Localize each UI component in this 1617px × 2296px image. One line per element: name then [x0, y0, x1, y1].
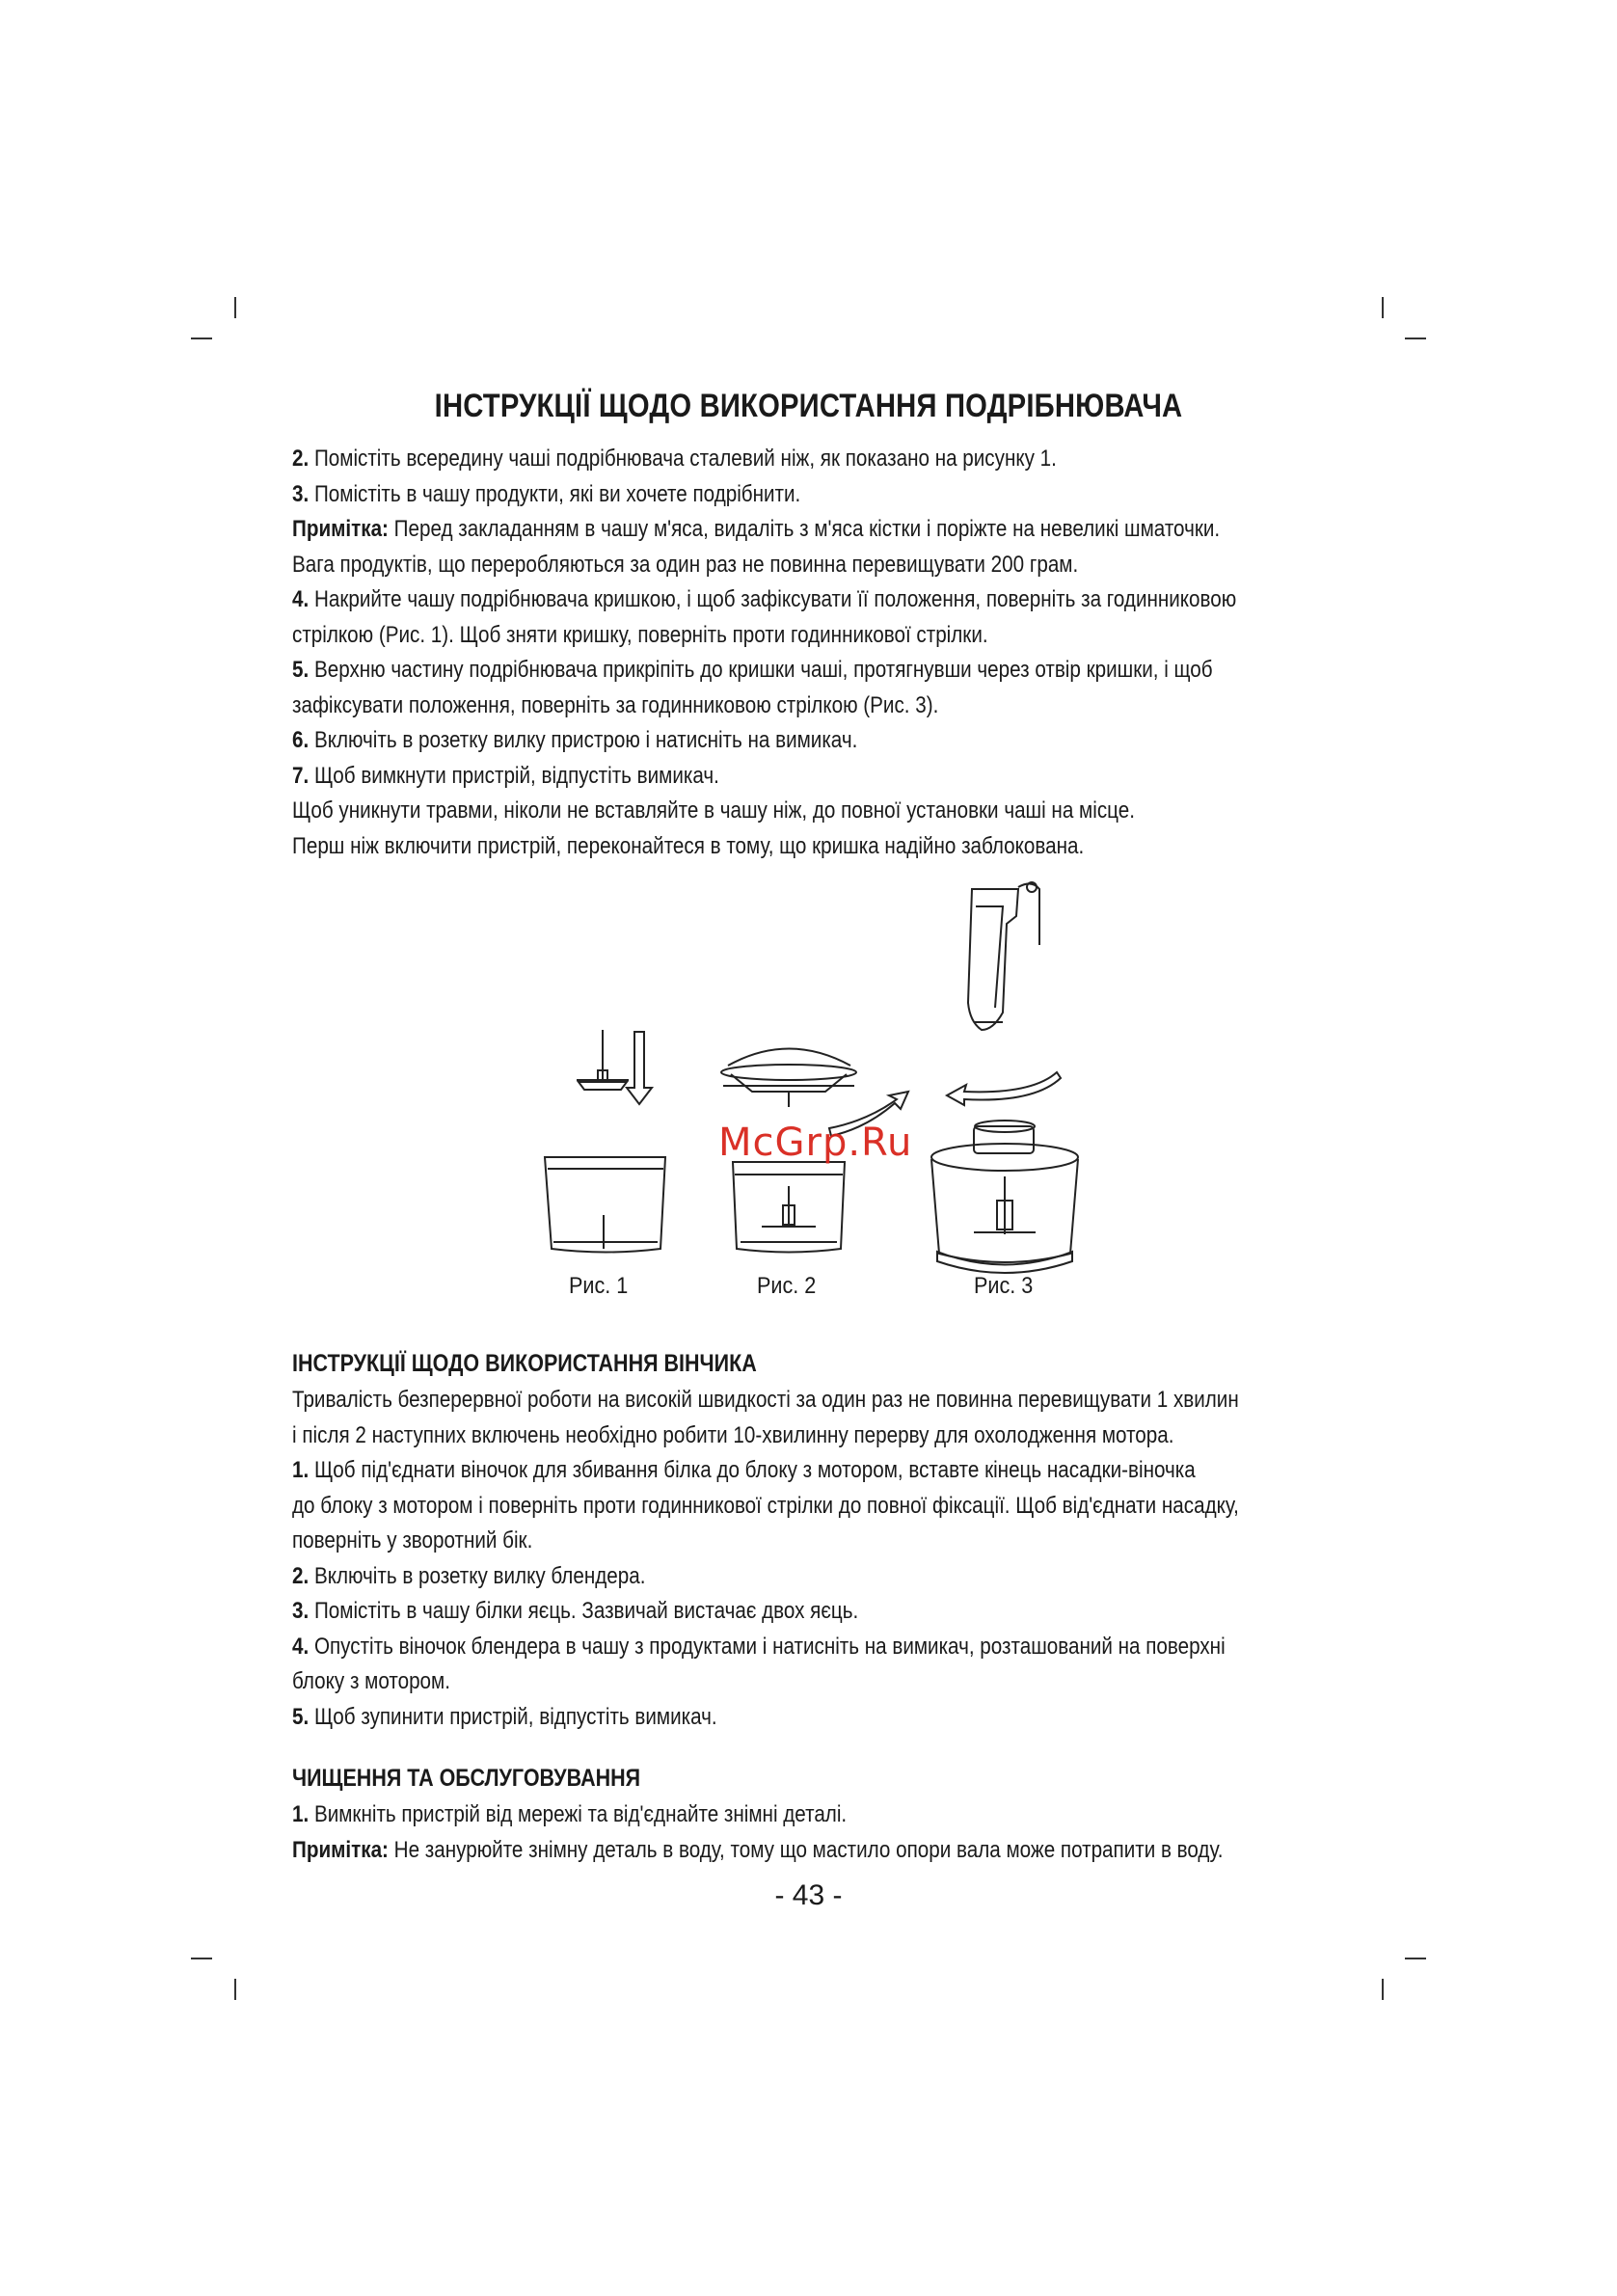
- cleaning-instructions: [292, 1797, 1334, 1868]
- crop-mark: [1405, 338, 1426, 339]
- line-label: 3.: [292, 480, 310, 507]
- instruction-line: [292, 794, 1333, 829]
- instruction-line: [292, 1559, 1333, 1595]
- line-text: Вага продуктів, що переробляються за один раз не повинна перевищувати 200 грам.: [292, 551, 1079, 578]
- line-text: Накрийте чашу подрібнювача кришкою, і щоб зафіксувати її положення, поверніть за годинниковою: [309, 586, 1237, 612]
- lid-icon: [721, 1049, 856, 1108]
- instruction-line: [292, 442, 1333, 477]
- instruction-line: [292, 1489, 1333, 1525]
- line-text: Не занурюйте знімну деталь в воду, тому що мастило опори вала може потрапити в воду.: [388, 1836, 1224, 1863]
- line-label: 7.: [292, 762, 310, 789]
- line-label: 5.: [292, 1703, 310, 1730]
- line-label: 2.: [292, 446, 310, 472]
- line-text: Включіть в розетку вилку пристрою і натисніть на вимикач.: [309, 727, 858, 753]
- down-arrow-icon: [627, 1032, 652, 1104]
- instruction-line: [292, 1418, 1333, 1454]
- line-label: Примітка:: [292, 1836, 389, 1863]
- line-label: 2.: [292, 1562, 310, 1589]
- figure-caption-2: Рис. 2: [757, 1273, 817, 1299]
- line-text: поверніть у зворотний бік.: [292, 1527, 533, 1553]
- chopper-instructions: [292, 442, 1334, 864]
- watermark: McGrp.Ru: [718, 1121, 913, 1165]
- page-title: ІНСТРУКЦІЇ ЩОДО ВИКОРИСТАННЯ ПОДРІБНЮВАЧА: [434, 388, 1183, 424]
- figure-caption-1: Рис. 1: [569, 1273, 629, 1299]
- instruction-line: [292, 582, 1333, 618]
- line-label: 4.: [292, 1633, 310, 1660]
- line-text: зафіксувати положення, поверніть за годинниковою стрілкою (Рис. 3).: [292, 691, 939, 718]
- instruction-line: [292, 618, 1333, 654]
- crop-mark: [191, 1958, 212, 1959]
- instruction-line: [292, 1383, 1333, 1418]
- line-text: Верхню частину подрібнювача прикріпіть до кришки чаші, протягнувши через отвір кришки, і щоб: [309, 657, 1213, 683]
- crop-mark: [191, 338, 212, 339]
- line-label: 3.: [292, 1598, 310, 1624]
- line-label: 5.: [292, 657, 310, 683]
- crop-mark: [1405, 1958, 1426, 1959]
- instruction-line: [292, 1594, 1333, 1630]
- instruction-line: [292, 689, 1333, 724]
- instruction-line: [292, 829, 1333, 865]
- bowl-fig1: [545, 1157, 665, 1253]
- line-label: 1.: [292, 1457, 310, 1483]
- whisk-section: [292, 1346, 1334, 1735]
- instruction-line: [292, 1453, 1333, 1489]
- line-text: Перед закладанням в чашу м'яса, видаліть з м'яса кістки і поріжте на невеликі шматочки.: [388, 516, 1221, 542]
- whisk-instructions: [292, 1383, 1334, 1735]
- crop-mark: [234, 1979, 236, 2000]
- instruction-line: [292, 477, 1333, 513]
- line-text: Включіть в розетку вилку блендера.: [309, 1562, 646, 1589]
- instruction-line: [292, 1797, 1333, 1833]
- instruction-line: [292, 512, 1333, 548]
- line-label: Примітка:: [292, 516, 389, 542]
- line-text: до блоку з мотором і поверніть проти годинникової стрілки до повної фіксації. Щоб від'єднати насадку,: [292, 1492, 1239, 1519]
- figure-caption-3: Рис. 3: [974, 1273, 1034, 1299]
- line-label: 6.: [292, 727, 310, 753]
- line-text: Вимкніть пристрій від мережі та від'єднайте знімні деталі.: [309, 1801, 848, 1827]
- line-text: Опустіть віночок блендера в чашу з продуктами і натисніть на вимикач, розташований на поверхні: [309, 1633, 1226, 1660]
- rotate-arrow-icon: [947, 1072, 1061, 1105]
- line-text: Щоб зупинити пристрій, відпустіть вимикач.: [309, 1703, 717, 1730]
- blade-icon: [577, 1030, 629, 1090]
- whisk-heading: ІНСТРУКЦІЇ ЩОДО ВИКОРИСТАННЯ ВІНЧИКА: [292, 1350, 757, 1377]
- line-text: блоку з мотором.: [292, 1668, 450, 1694]
- instruction-line: [292, 1700, 1333, 1736]
- instruction-line: [292, 723, 1333, 759]
- crop-mark: [1382, 1979, 1384, 2000]
- bowl-fig3: [931, 1121, 1078, 1273]
- crop-mark: [234, 297, 236, 318]
- line-text: і після 2 наступних включень необхідно робити 10-хвилинну перерву для охолодження мотора.: [292, 1421, 1174, 1448]
- line-text: Перш ніж включити пристрій, переконайтеся в тому, що кришка надійно заблокована.: [292, 832, 1085, 859]
- page-number: - 43 -: [774, 1879, 843, 1911]
- instruction-line: [292, 653, 1333, 689]
- instruction-line: [292, 759, 1333, 795]
- crop-mark: [1382, 297, 1384, 318]
- line-label: 1.: [292, 1801, 310, 1827]
- instruction-line: [292, 1664, 1333, 1700]
- line-text: Тривалість безперервної роботи на високій швидкості за один раз не повинна перевищувати 1 хвилин: [292, 1387, 1239, 1413]
- line-text: Щоб під'єднати віночок для збивання білка до блоку з мотором, вставте кінець насадки-віночка: [309, 1457, 1196, 1483]
- line-text: Помістіть всередину чаші подрібнювача сталевий ніж, як показано на рисунку 1.: [309, 446, 1057, 472]
- cleaning-heading: ЧИЩЕННЯ ТА ОБСЛУГОВУВАННЯ: [292, 1765, 641, 1792]
- bowl-fig2: [733, 1162, 845, 1253]
- motor-unit-icon: [968, 882, 1039, 1030]
- instruction-line: [292, 1833, 1333, 1869]
- line-text: стрілкою (Рис. 1). Щоб зняти кришку, поверніть проти годинникової стрілки.: [292, 621, 988, 648]
- line-text: Помістіть в чашу продукти, які ви хочете подрібнити.: [309, 480, 801, 507]
- line-text: Щоб вимкнути пристрій, відпустіть вимикач.: [309, 762, 719, 789]
- assembly-illustration: [521, 868, 1099, 1311]
- assembly-figure: [521, 868, 1099, 1311]
- line-text: Щоб уникнути травми, ніколи не вставляйте в чашу ніж, до повної установки чаші на місце.: [292, 797, 1135, 824]
- line-text: Помістіть в чашу білки яєць. Зазвичай вистачає двох яєць.: [309, 1598, 859, 1624]
- instruction-line: [292, 548, 1333, 583]
- instruction-line: [292, 1524, 1333, 1559]
- instruction-line: [292, 1630, 1333, 1665]
- cleaning-section: [292, 1761, 1334, 1868]
- line-label: 4.: [292, 586, 310, 612]
